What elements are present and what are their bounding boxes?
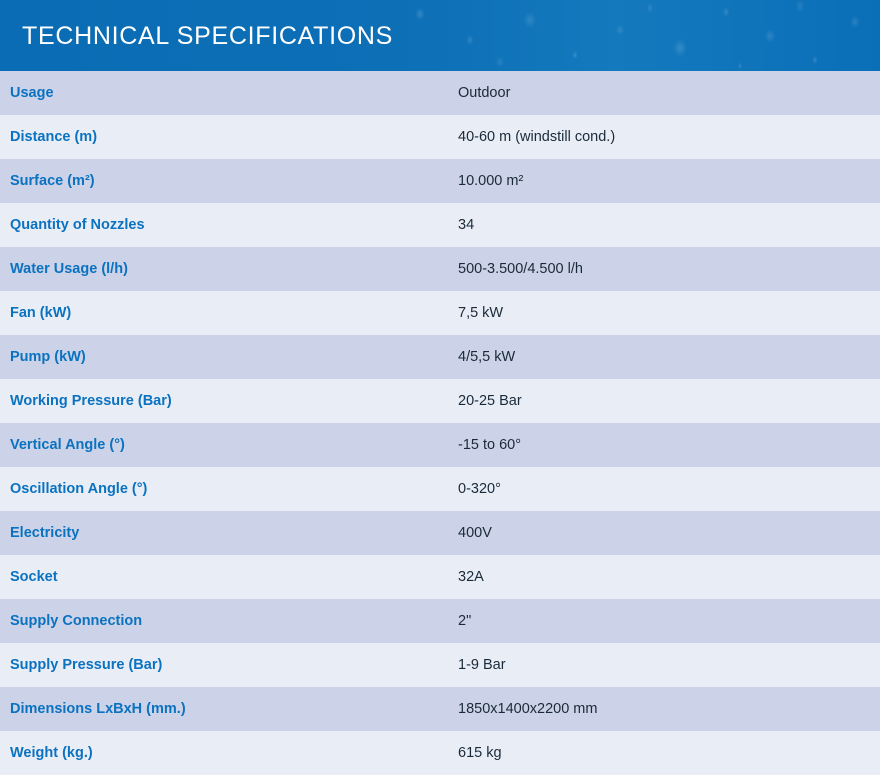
table-row — [0, 247, 880, 291]
spec-label: Oscillation Angle (°) — [10, 481, 148, 497]
page-title: TECHNICAL SPECIFICATIONS — [22, 22, 394, 50]
spec-label: Supply Pressure (Bar) — [10, 657, 163, 673]
spec-label: Vertical Angle (°) — [10, 437, 125, 453]
table-row — [0, 379, 880, 423]
spec-label: Fan (kW) — [10, 305, 72, 321]
spec-value: -15 to 60° — [458, 437, 522, 453]
table-row — [0, 643, 880, 687]
spec-label: Working Pressure (Bar) — [10, 393, 172, 409]
spec-value: 500-3.500/4.500 l/h — [458, 261, 583, 277]
table-row — [0, 71, 880, 115]
table-row — [0, 291, 880, 335]
spec-value: 4/5,5 kW — [458, 349, 516, 365]
spec-label: Dimensions LxBxH (mm.) — [10, 701, 186, 717]
spec-value: 615 kg — [458, 745, 502, 761]
table-row — [0, 687, 880, 731]
spec-value: 0-320° — [458, 481, 501, 497]
specifications-table — [0, 71, 880, 775]
spec-value: Outdoor — [458, 85, 511, 101]
spec-value: 10.000 m² — [458, 173, 524, 189]
spec-value: 34 — [458, 217, 475, 233]
table-row — [0, 555, 880, 599]
spec-label: Surface (m²) — [10, 173, 95, 189]
spec-label: Quantity of Nozzles — [10, 217, 145, 233]
spec-label: Socket — [10, 569, 58, 585]
spec-value: 2" — [458, 613, 472, 629]
table-row — [0, 599, 880, 643]
table-row — [0, 159, 880, 203]
spec-value: 40-60 m (windstill cond.) — [458, 129, 616, 145]
spec-label: Electricity — [10, 525, 80, 541]
table-row — [0, 335, 880, 379]
table-row — [0, 467, 880, 511]
spec-value: 20-25 Bar — [458, 393, 522, 409]
table-row — [0, 511, 880, 555]
table-row — [0, 731, 880, 775]
spec-value: 1850x1400x2200 mm — [458, 701, 598, 717]
spec-label: Supply Connection — [10, 613, 143, 629]
spec-value: 7,5 kW — [458, 305, 504, 321]
panel-header — [0, 0, 880, 71]
spec-value: 32A — [458, 569, 484, 585]
spec-label: Water Usage (l/h) — [10, 261, 128, 277]
specifications-table-body — [0, 71, 880, 775]
table-row — [0, 203, 880, 247]
spec-value: 1-9 Bar — [458, 657, 506, 673]
table-row — [0, 423, 880, 467]
spec-label: Usage — [10, 85, 54, 101]
spec-value: 400V — [458, 525, 492, 541]
spec-label: Pump (kW) — [10, 349, 86, 365]
table-row — [0, 115, 880, 159]
spec-label: Weight (kg.) — [10, 745, 93, 761]
spec-label: Distance (m) — [10, 129, 98, 145]
